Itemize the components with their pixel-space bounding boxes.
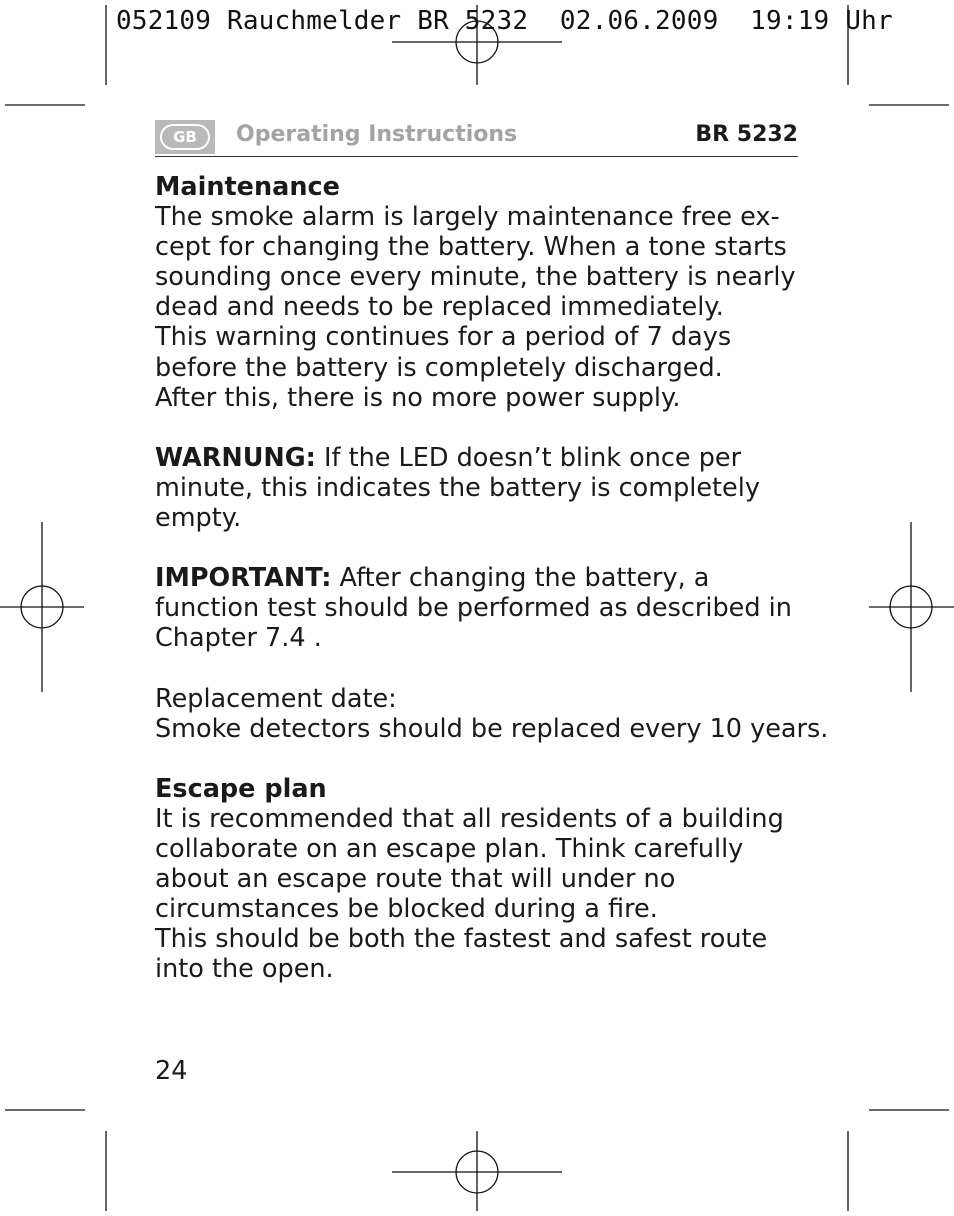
escape-plan-line: about an escape route that will under no (155, 864, 676, 895)
running-header-title: Operating Instructions (236, 122, 518, 147)
maintenance-line: The smoke alarm is largely maintenance free ex- (155, 202, 780, 233)
maintenance-heading: Maintenance (155, 172, 340, 202)
page-number: 24 (155, 1056, 188, 1086)
important-line: function test should be performed as described in (155, 593, 792, 624)
registration-mark-bottom (392, 1131, 562, 1211)
escape-plan-line: This should be both the fastest and safest route (155, 924, 768, 955)
replacement-date-label: Replacement date: (155, 683, 397, 714)
warning-line: empty. (155, 503, 242, 534)
maintenance-line: This warning continues for a period of 7 days (155, 322, 732, 353)
language-badge-label: GB (160, 124, 210, 150)
running-header (155, 120, 798, 157)
warning-paragraph-first-line: WARNUNG: If the LED doesn’t blink once per (155, 442, 742, 473)
escape-plan-line: collaborate on an escape plan. Think carefully (155, 834, 744, 865)
escape-plan-heading: Escape plan (155, 773, 327, 804)
registration-mark-top (392, 5, 562, 85)
maintenance-line: cept for changing the battery. When a tone starts (155, 232, 787, 263)
registration-mark-left (0, 522, 84, 692)
important-label: IMPORTANT: (155, 563, 332, 594)
escape-plan-line: into the open. (155, 954, 334, 985)
replacement-date-text: Smoke detectors should be replaced every 10 years. (155, 713, 829, 744)
maintenance-line: sounding once every minute, the battery is nearly (155, 262, 796, 293)
language-badge (155, 120, 215, 154)
important-paragraph-first-line: IMPORTANT: After changing the battery, a (155, 563, 710, 594)
maintenance-line: before the battery is completely discharged. (155, 352, 723, 383)
warning-label: WARNUNG: (155, 442, 316, 473)
escape-plan-line: It is recommended that all residents of a building (155, 803, 784, 834)
important-line: Chapter 7.4 . (155, 623, 322, 654)
print-slug-header: 052109 Rauchmelder BR 5232 02.06.2009 19:19 Uhr (116, 6, 893, 36)
maintenance-line: dead and needs to be replaced immediately. (155, 292, 724, 323)
maintenance-line: After this, there is no more power supply. (155, 382, 681, 413)
escape-plan-line: circumstances be blocked during a fire. (155, 894, 658, 925)
running-header-model: BR 5232 (695, 122, 798, 147)
page-body (155, 172, 829, 985)
registration-mark-right (869, 522, 954, 692)
warning-line: minute, this indicates the battery is completely (155, 472, 760, 503)
